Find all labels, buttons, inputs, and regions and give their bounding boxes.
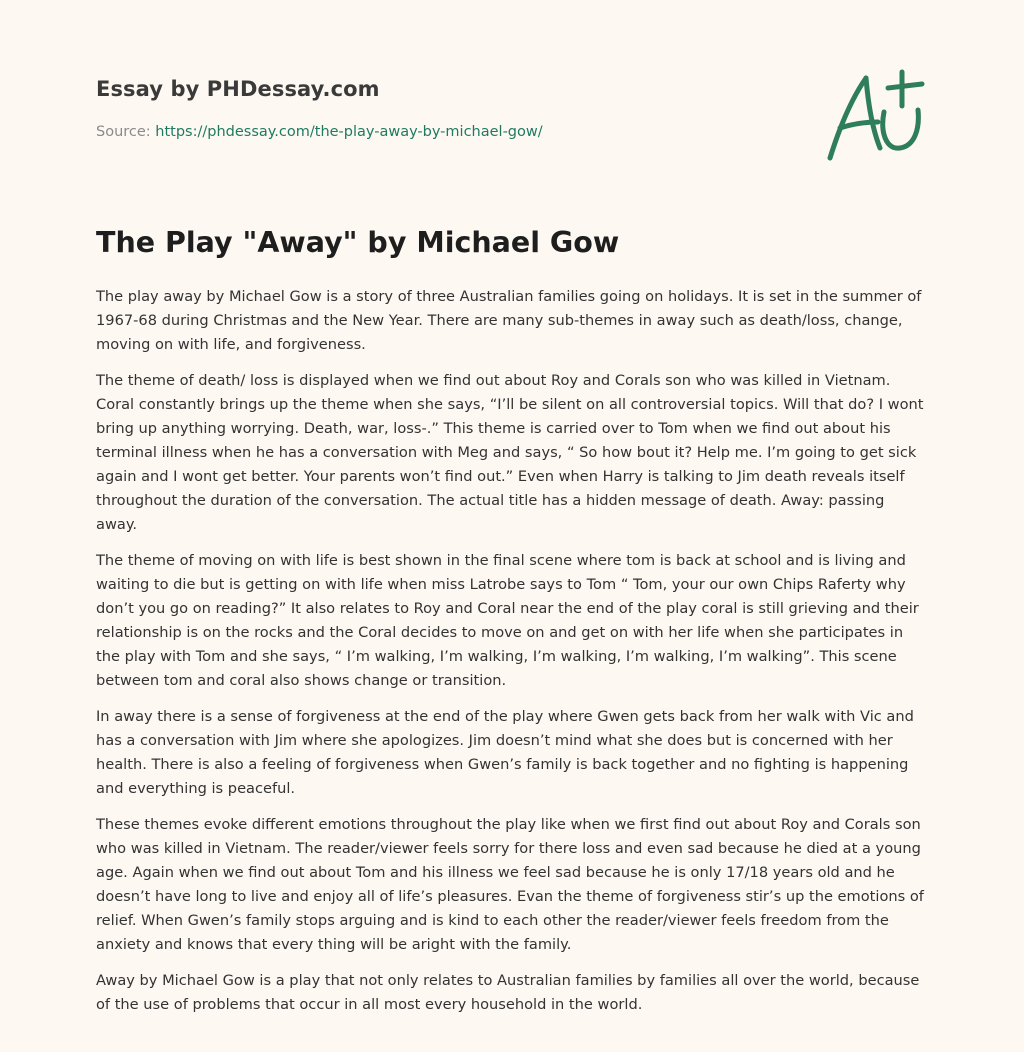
essay-paragraph: The play away by Michael Gow is a story of three Australian families going on holidays. It is set in the summer of 1967-68 during Christmas and the New Year. There are many sub-themes in away such as death/loss, change, moving on with life, and forgiveness. (96, 288, 922, 353)
essay-title: The Play "Away" by Michael Gow (96, 226, 620, 259)
site-brand: Essay by PHDessay.com (96, 77, 380, 101)
source-label: Source: (96, 124, 156, 140)
essay-paragraph: The theme of death/ loss is displayed when we find out about Roy and Corals son who was killed in Vietnam. Coral constantly brings up the theme when she says, “I’ll be silent on all controversial topics. Will that do? I wont bring up anything worrying. Death, war, loss-.” This theme is carried over to Tom when we find out about his terminal illness when he has a conversation with Meg and says, “ So how bout it? Help me. I’m going to get sick again and I wont get better. Your parents won’t find out.” Even when Harry is talking to Jim death reveals itself throughout the duration of the conversation. The actual title has a hidden message of death. Away: passing away. (96, 372, 924, 533)
essay-body (96, 285, 928, 1029)
essay-paragraph: These themes evoke different emotions throughout the play like when we first find out about Roy and Corals son who was killed in Vietnam. The reader/viewer feels sorry for there loss and even sad because he died at a young age. Again when we find out about Tom and his illness we feel sad because he is only 17/18 years old and he doesn’t have long to live and enjoy all of life’s pleasures. Evan the theme of forgiveness stir’s up the emotions of relief. When Gwen’s family stops arguing and is kind to each other the reader/viewer feels freedom from the anxiety and knows that every thing will be aright with the family. (96, 816, 924, 953)
source-link[interactable]: https://phdessay.com/the-play-away-by-michael-gow/ (155, 124, 543, 140)
essay-paragraph: The theme of moving on with life is best shown in the final scene where tom is back at school and is living and waiting to die but is getting on with life when miss Latrobe says to Tom “ Tom, your our own Chips Raferty why don’t you go on reading?” It also relates to Roy and Coral near the end of the play coral is still grieving and their relationship is on the rocks and the Coral decides to move on and get on with her life when she participates in the play with Tom and she says, “ I’m walking, I’m walking, I’m walking, I’m walking, I’m walking”. This scene between tom and coral also shows change or transition. (96, 552, 919, 689)
essay-paragraph: In away there is a sense of forgiveness at the end of the play where Gwen gets back from her walk with Vic and has a conversation with Jim where she apologizes. Jim doesn’t mind what she does but is concerned with her health. There is also a feeling of forgiveness when Gwen’s family is back together and no fighting is happening and everything is peaceful. (96, 708, 914, 797)
source-line (96, 124, 543, 140)
a-plus-logo-icon (822, 66, 928, 166)
essay-paragraph: Away by Michael Gow is a play that not only relates to Australian families by families all over the world, because of the use of problems that occur in all most every household in the world. (96, 972, 920, 1013)
